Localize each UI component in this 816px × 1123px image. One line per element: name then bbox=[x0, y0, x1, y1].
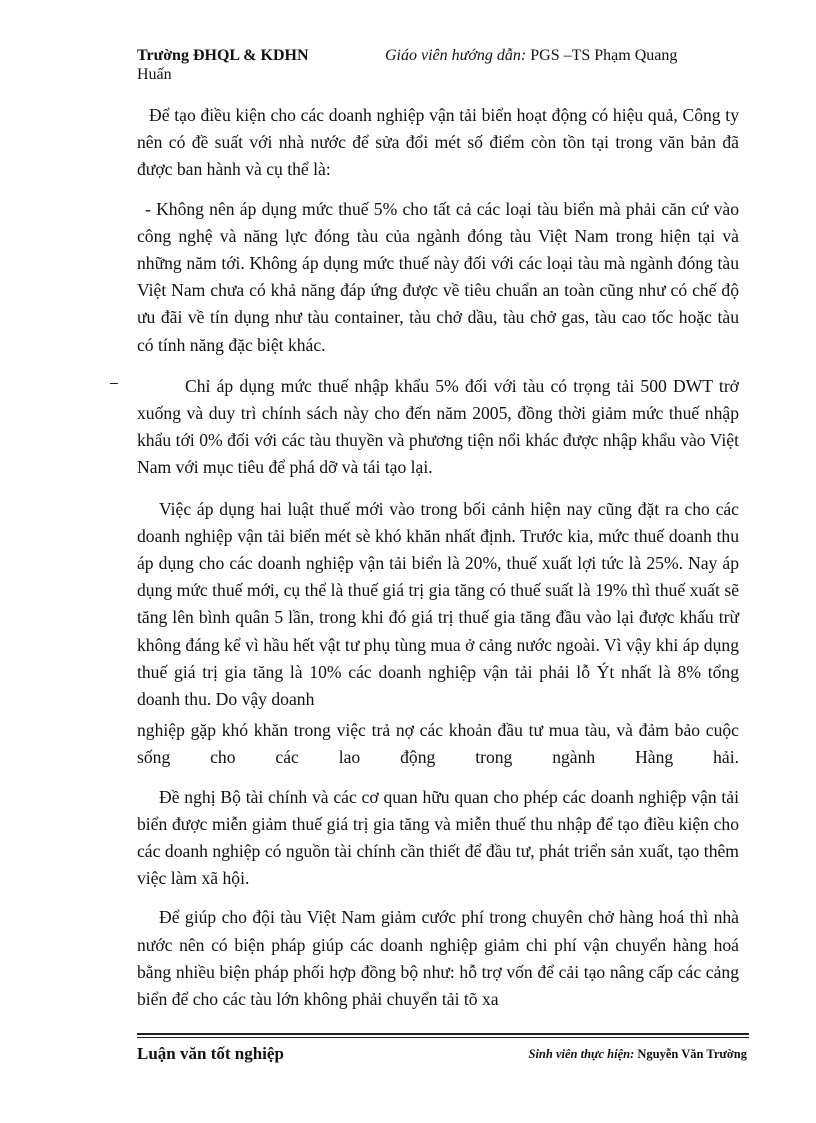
document-body bbox=[137, 102, 739, 1013]
paragraph-3: Chỉ áp dụng mức thuế nhập khẩu 5% đối với tàu có trọng tải 500 DWT trở xuống và duy trì chính sách này cho đến năm 2005, đồng thời giảm mức thuế nhập khẩu tới 0% đối với các tàu thuyền và phương tiện nổi khác được nhập khẩu vào Việt Nam với mục tiêu để phá dỡ và tái tạo lại. bbox=[137, 375, 739, 478]
paragraph-2: - Không nên áp dụng mức thuế 5% cho tất cả các loại tàu biển mà phải căn cứ vào công nghệ và năng lực đóng tàu của ngành đóng tàu Việt Nam trong hiện tại và những năm tới. Không áp dụng mức thuế này đối với các loại tàu mà ngành đóng tàu Việt Nam chưa có khả năng đáp ứng được về tiêu chuẩn an toàn cũng như có chế độ ưu đãi về tín dụng như tàu container, tàu chở dầu, tàu chở gas, tàu cao tốc hoặc tàu có tính năng đặc biệt khác. bbox=[137, 198, 739, 355]
advisor-label: Giáo viên hướng dẫn: bbox=[385, 47, 527, 64]
paragraph-6: Để giúp cho đội tàu Việt Nam giảm cước phí trong chuyên chở hàng hoá thì nhà nước nên có biện pháp giúp các doanh nghiệp giảm chi phí vận chuyển hàng hoá bằng nhiều biện pháp phối hợp đồng bộ như: hỗ trợ vốn để cải tạo nâng cấp các cảng biển để cho các tàu lớn không phải chuyển tải tõ xa bbox=[137, 907, 739, 1010]
page-header bbox=[137, 46, 747, 84]
advisor-name-wrap: Huấn bbox=[137, 66, 172, 83]
school-name: Trường ĐHQL & KDHN bbox=[137, 47, 309, 64]
paragraph-4: Việc áp dụng hai luật thuế mới vào trong bối cảnh hiện nay cũng đặt ra cho các doanh nghiệp vận tải biển mét sè khó khăn nhất định. Trước kia, mức thuế doanh thu áp dụng cho các doanh nghiệp vận tải biển là 20%, thuế xuất lợi tức là 25%. Nay áp dụng mức thuế mới, cụ thể là thuế giá trị gia tăng có thuế suất là 19% thì thuế xuất sẽ tăng lên bình quân 5 lần, trong khi đó giá trị thuế gia tăng đầu vào lại được khấu trừ không đáng kể vì hầu hết vật tư phụ tùng mua ở cảng nước ngoài. Vì vậy khi áp dụng thuế giá trị gia tăng là 10% các doanh nghiệp vận tải phải lỗ Ýt nhất là 8% tổng doanh thu. Do vậy doanh bbox=[137, 498, 739, 710]
margin-dash bbox=[110, 383, 118, 384]
footer-rule-thin bbox=[137, 1037, 749, 1038]
footer-rule-thick bbox=[137, 1033, 749, 1035]
paragraph-1: Để tạo điều kiện cho các doanh nghiệp vận tải biển hoạt động có hiệu quả, Công ty nên có đề suất với nhà nước để sửa đổi mét số điểm còn tồn tại trong văn bản đã được ban hành và cụ thể là: bbox=[137, 105, 739, 180]
student-line bbox=[529, 1047, 748, 1062]
thesis-title: Luận văn tốt nghiệp bbox=[137, 1044, 284, 1063]
advisor-name: PGS –TS Phạm Quang bbox=[526, 47, 678, 64]
paragraph-4-continued: nghiệp gặp khó khăn trong việc trả nợ các khoản đầu tư mua tàu, và đảm bảo cuộc sống cho các lao động trong ngành Hàng hải. bbox=[137, 720, 739, 768]
paragraph-5: Đề nghị Bộ tài chính và các cơ quan hữu quan cho phép các doanh nghiệp vận tải biển được miễn giảm thuế giá trị gia tăng và miễn thuế thu nhập để tạo điều kiện cho các doanh nghiệp có nguồn tài chính cần thiết để đầu tư, phát triển sản xuất, tạo thêm việc làm xã hội. bbox=[137, 786, 739, 889]
student-name: Nguyễn Văn Trường bbox=[634, 1047, 747, 1061]
page-footer bbox=[137, 1044, 747, 1064]
advisor-line bbox=[385, 46, 677, 65]
student-label: Sinh viên thực hiện: bbox=[528, 1047, 635, 1061]
